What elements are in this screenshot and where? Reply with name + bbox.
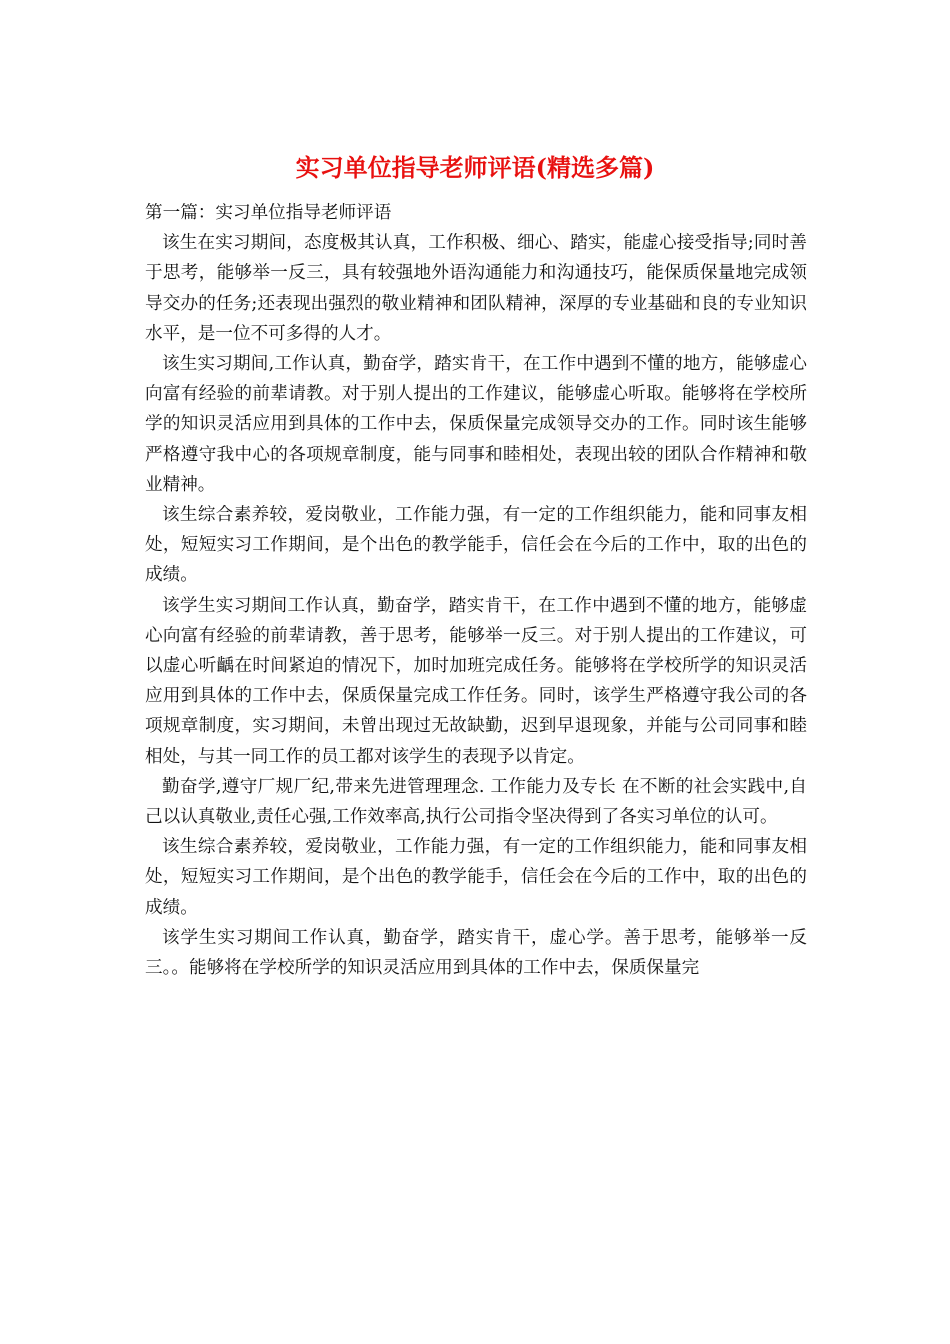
paragraph-1: 该生在实习期间，态度极其认真，工作积极、细心、踏实，能虚心接受指导;同时善于思考，能够举一反三，具有较强地外语沟通能力和沟通技巧，能保质保量地完成领导交办的任务;还表现出强烈的敬业精神和团队精神，深厚的专业基础和良的专业知识水平，是一位不可多得的人才。 <box>145 233 807 344</box>
paragraph-6: 该生综合素养较，爱岗敬业，工作能力强，有一定的工作组织能力，能和同事友相处，短短实习工作期间，是个出色的教学能手，信任会在今后的工作中，取的出色的成绩。 <box>145 837 807 918</box>
paragraph-4: 该学生实习期间工作认真，勤奋学，踏实肯干，在工作中遇到不懂的地方，能够虚心向富有经验的前辈请教，善于思考，能够举一反三。对于别人提出的工作建议，可以虚心听齲在时间紧迫的情况下，加时加班完成任务。能够将在学校所学的知识灵活应用到具体的工作中去，保质保量完成工作任务。同时，该学生严格遵守我公司的各项规章制度，实习期间，未曾出现过无故缺勤，迟到早退现象，并能与公司同事和睦相处，与其一同工作的员工都对该学生的表现予以肯定。 <box>145 595 807 767</box>
paragraph-3: 该生综合素养较，爱岗敬业，工作能力强，有一定的工作组织能力，能和同事友相处，短短实习工作期间，是个出色的教学能手，信任会在今后的工作中，取的出色的成绩。 <box>145 505 807 586</box>
paragraph-7: 该学生实习期间工作认真，勤奋学，踏实肯干，虚心学。善于思考，能够举一反三。。能够将在学校所学的知识灵活应用到具体的工作中去，保质保量完 <box>145 927 807 979</box>
section-heading: 第一篇：实习单位指导老师评语 <box>145 203 392 223</box>
paragraph-2: 该生实习期间,工作认真，勤奋学，踏实肯干，在工作中遇到不懂的地方，能够虚心向富有经验的前辈请教。对于别人提出的工作建议，能够虚心听取。能够将在学校所学的知识灵活应用到具体的工作中去，保质保量完成领导交办的工作。同时该生能够严格遵守我中心的各项规章制度，能与同事和睦相处，表现出较的团队合作精神和敬业精神。 <box>145 354 807 495</box>
paragraph-5: 勤奋学,遵守厂规厂纪,带来先进管理理念. 工作能力及专长 在不断的社会实践中,自己以认真敬业,责任心强,工作效率高,执行公司指令坚决得到了各实习单位的认可。 <box>145 776 807 828</box>
document-body <box>145 198 807 983</box>
document-title: 实习单位指导老师评语(精选多篇) <box>295 153 655 182</box>
